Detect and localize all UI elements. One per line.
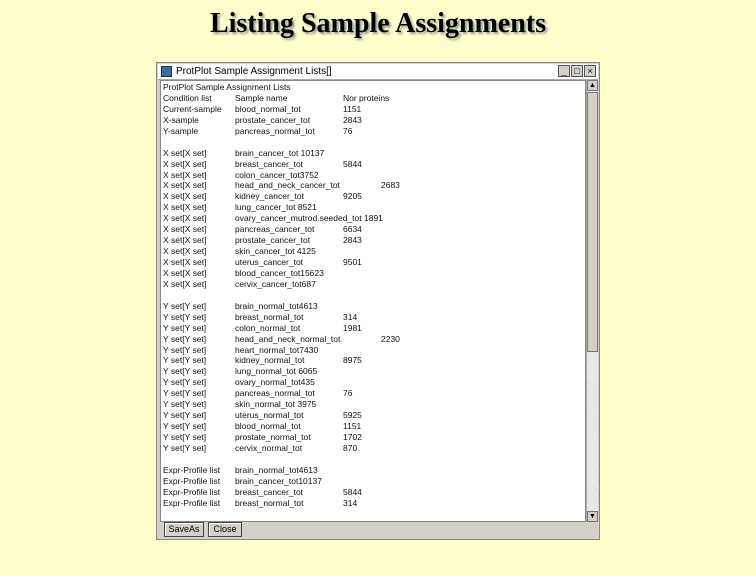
row-label: Y set[Y set]	[163, 421, 207, 432]
row-label: ProtPlot Sample Assignment Lists	[163, 82, 291, 92]
row-label: X set[X set]	[163, 180, 207, 191]
list-item	[163, 279, 583, 290]
row-label: Y set[Y set]	[163, 322, 207, 333]
row-sample: cervix_cancer_tot687	[235, 278, 316, 289]
scroll-down-icon[interactable]: ▼	[587, 511, 598, 522]
row-sample: breast_cancer_tot	[235, 486, 304, 497]
list-item	[163, 410, 583, 421]
list-item	[163, 93, 583, 104]
row-sample: brain_normal_tot4613	[235, 464, 318, 475]
row-label: Condition list	[163, 92, 212, 103]
row-sample: prostate_normal_tot	[235, 432, 311, 442]
row-label: X set[X set]	[163, 202, 207, 213]
list-item	[163, 366, 583, 377]
list-item	[163, 191, 583, 202]
row-label: Expr-Profile list	[163, 486, 221, 497]
row-sample: colon_cancer_tot3752	[235, 169, 319, 180]
row-sample: ovary_normal_tot435	[235, 377, 315, 388]
row-sample: kidney_normal_tot	[235, 355, 305, 366]
row-sample: prostate_cancer_tot	[235, 235, 311, 246]
row-label: X set[X set]	[163, 278, 207, 289]
row-label: Y-sample	[163, 125, 199, 136]
vertical-scrollbar[interactable]	[586, 80, 598, 522]
list-item	[163, 268, 583, 279]
list-item	[163, 202, 583, 213]
row-label: Y set[Y set]	[163, 333, 207, 344]
list-item	[163, 334, 583, 345]
row-sample: blood_cancer_tot15623	[235, 267, 324, 278]
listing-rows	[163, 82, 583, 509]
row-label: Expr-Profile list	[163, 475, 221, 486]
row-label: X set[X set]	[163, 224, 207, 235]
scroll-up-icon[interactable]: ▲	[587, 80, 598, 91]
row-label: Y set[Y set]	[163, 410, 207, 421]
row-count: 5844	[343, 158, 362, 169]
list-item	[163, 498, 583, 509]
row-sample: blood_normal_tot	[235, 103, 301, 114]
row-count-far: 2683	[381, 180, 400, 191]
row-sample: blood_normal_tot	[235, 421, 301, 432]
row-label: Y set[Y set]	[163, 399, 207, 410]
row-sample: kidney_cancer_tot	[235, 191, 304, 202]
row-sample: brain_cancer_tot10137	[235, 475, 322, 486]
row-sample: lung_cancer_tot 8521	[235, 202, 317, 213]
save-as-button[interactable]: SaveAs	[164, 522, 204, 537]
list-item	[163, 235, 583, 246]
row-count: 76	[343, 388, 353, 399]
list-item	[163, 443, 583, 454]
scroll-thumb[interactable]	[587, 92, 598, 352]
row-label: Y set[Y set]	[163, 388, 207, 399]
row-count: 1702	[343, 432, 362, 442]
row-label: Y set[Y set]	[163, 442, 207, 453]
row-sample: colon_normal_tot	[235, 322, 301, 333]
row-count: 2843	[343, 114, 362, 125]
close-window-button[interactable]: ×	[584, 65, 596, 77]
list-item	[163, 301, 583, 312]
row-label: X-sample	[163, 114, 199, 125]
row-sample: pancreas_normal_tot	[235, 125, 315, 136]
row-label: X set[X set]	[163, 213, 207, 224]
row-label: Y set[Y set]	[163, 344, 207, 355]
sample-assignment-window	[156, 62, 600, 540]
close-button[interactable]: Close	[208, 522, 242, 537]
row-sample: lung_normal_tot 6065	[235, 366, 318, 377]
row-label: Expr-Profile list	[163, 464, 221, 475]
row-count: 6634	[343, 224, 362, 235]
list-item	[163, 290, 583, 301]
row-sample: pancreas_cancer_tot	[235, 224, 315, 235]
row-label: X set[X set]	[163, 235, 207, 246]
list-item	[163, 323, 583, 334]
row-count: 1981	[343, 322, 362, 333]
row-label: X set[X set]	[163, 158, 207, 169]
row-label: Y set[Y set]	[163, 300, 207, 311]
row-sample: breast_cancer_tot	[235, 158, 304, 169]
row-label: Y set[Y set]	[163, 377, 207, 388]
row-count: 8975	[343, 355, 362, 366]
row-count: Nor proteins	[343, 92, 390, 103]
row-sample: skin_normal_tot 3975	[235, 399, 317, 410]
row-sample: heart_normal_tot7430	[235, 344, 319, 355]
row-sample: cervix_normal_tot	[235, 442, 303, 453]
list-item	[163, 377, 583, 388]
row-count-far: 2230	[381, 333, 400, 344]
list-item	[163, 257, 583, 268]
row-label: Y set[Y set]	[163, 355, 207, 366]
list-item	[163, 213, 583, 224]
list-item	[163, 312, 583, 323]
row-count: 9501	[343, 257, 362, 267]
list-item	[163, 421, 583, 432]
list-item	[163, 399, 583, 410]
row-label: Expr-Profile list	[163, 497, 221, 508]
row-sample: uterus_normal_tot	[235, 410, 304, 421]
list-item	[163, 465, 583, 476]
list-item	[163, 355, 583, 366]
maximize-button[interactable]: □	[571, 65, 583, 77]
window-title: ProtPlot Sample Assignment Lists[]	[176, 66, 332, 77]
row-sample: Sample name	[235, 92, 288, 103]
row-sample: brain_normal_tot4613	[235, 300, 318, 311]
row-count: 2843	[343, 235, 362, 246]
list-item	[163, 137, 583, 148]
window-titlebar[interactable]	[158, 64, 598, 80]
list-item	[163, 388, 583, 399]
row-label: X set[X set]	[163, 147, 207, 158]
row-count: 1151	[343, 103, 362, 114]
row-sample: uterus_cancer_tot	[235, 257, 304, 267]
list-item	[163, 487, 583, 498]
row-label: X set[X set]	[163, 191, 207, 202]
row-label: X set[X set]	[163, 267, 207, 278]
row-sample: breast_normal_tot	[235, 311, 304, 322]
row-sample: skin_cancer_tot 4125	[235, 246, 316, 257]
row-label: Y set[Y set]	[163, 366, 207, 377]
row-sample: head_and_neck_cancer_tot	[235, 180, 340, 191]
row-sample: prostate_cancer_tot	[235, 114, 311, 125]
list-item	[163, 224, 583, 235]
list-item	[163, 454, 583, 465]
row-count: 9205	[343, 191, 362, 202]
row-count: 314	[343, 497, 358, 508]
slide-title: Listing Sample Assignments	[209, 8, 547, 39]
row-label: X set[X set]	[163, 169, 207, 180]
list-item	[163, 115, 583, 126]
row-label: X set[X set]	[163, 246, 207, 257]
row-label: Y set[Y set]	[163, 311, 207, 322]
row-sample: ovary_cancer_mutrod.seeded_tot 1891	[235, 213, 383, 224]
row-count: 76	[343, 125, 353, 136]
row-label: Current-sample	[163, 103, 222, 114]
row-count: 314	[343, 311, 358, 322]
listing-text-area[interactable]	[160, 80, 586, 522]
row-sample: pancreas_normal_tot	[235, 388, 315, 399]
list-item	[163, 126, 583, 137]
row-count: 870	[343, 442, 358, 453]
list-item	[163, 159, 583, 170]
app-icon	[161, 66, 172, 77]
row-sample: brain_cancer_tot 10137	[235, 147, 325, 158]
list-item	[163, 246, 583, 257]
row-count: 5844	[343, 486, 362, 497]
row-sample: breast_normal_tot	[235, 497, 304, 508]
row-sample: head_and_neck_normal_tot	[235, 333, 341, 344]
list-item	[163, 104, 583, 115]
list-item	[163, 170, 583, 181]
row-label: X set[X set]	[163, 257, 207, 267]
list-item	[163, 148, 583, 159]
list-item	[163, 432, 583, 443]
minimize-button[interactable]: _	[558, 65, 570, 77]
list-item	[163, 180, 583, 191]
row-label: Y set[Y set]	[163, 432, 207, 442]
list-item	[163, 476, 583, 487]
row-count: 5925	[343, 410, 362, 421]
row-count: 1151	[343, 421, 362, 432]
list-item	[163, 82, 583, 93]
list-item	[163, 345, 583, 356]
